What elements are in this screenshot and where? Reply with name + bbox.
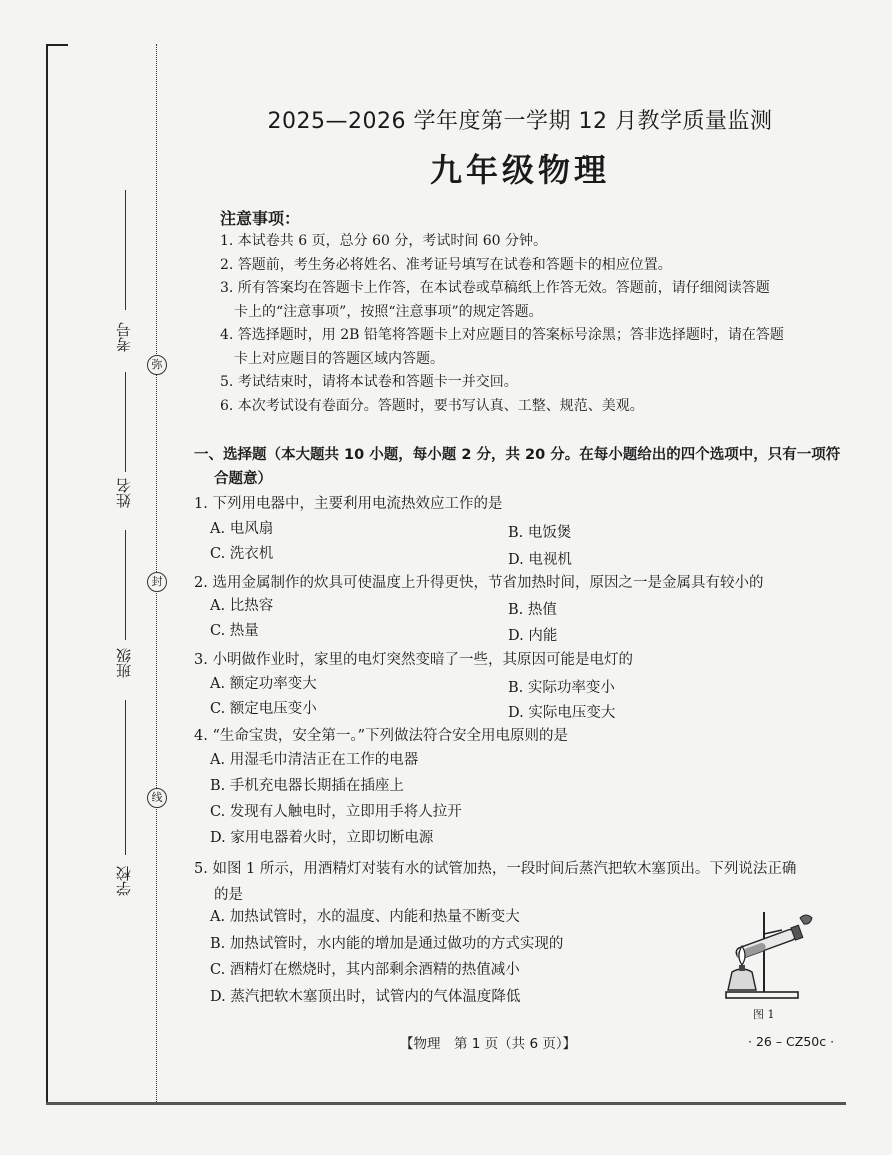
q1-option-a: A. 电风扇 bbox=[210, 521, 274, 537]
school-line[interactable] bbox=[125, 700, 126, 855]
q3-option-d: D. 实际电压变大 bbox=[508, 705, 616, 721]
q3-option-a: A. 额定功率变大 bbox=[210, 676, 317, 692]
section-heading bbox=[194, 443, 841, 491]
figure-1-illustration bbox=[712, 908, 816, 1004]
q5-option-a: A. 加热试管时，水的温度、内能和热量不断变大 bbox=[210, 909, 520, 925]
notice-item: 5. 考试结束时，请将本试卷和答题卡一并交回。 bbox=[220, 374, 518, 390]
q4-option-b: B. 手机充电器长期插在插座上 bbox=[210, 778, 404, 794]
q4-option-c: C. 发现有人触电时，立即用手将人拉开 bbox=[210, 804, 462, 820]
notice-item: 4. 答选择题时，用 2B 铅笔将答题卡上对应题目的答案标号涂黑；答非选择题时，请在答题 bbox=[220, 327, 784, 343]
alcohol-lamp bbox=[728, 969, 756, 990]
side-label-class: 班级 bbox=[115, 648, 133, 678]
notice-heading: 注意事项： bbox=[220, 209, 301, 228]
page-border-left bbox=[46, 44, 48, 1104]
notice-item-continued: 卡上对应题目的答题区域内答题。 bbox=[234, 350, 444, 367]
class-line[interactable] bbox=[125, 530, 126, 640]
flame bbox=[739, 946, 745, 965]
q1-option-c: C. 洗衣机 bbox=[210, 546, 274, 562]
q5-option-b: B. 加热试管时，水内能的增加是通过做功的方式实现的 bbox=[210, 936, 564, 952]
question-3 bbox=[194, 647, 814, 673]
seal-mark-xian: 线 bbox=[147, 788, 167, 808]
notice-item: 2. 答题前，考生务必将姓名、准考证号填写在试卷和答题卡的相应位置。 bbox=[220, 256, 672, 273]
notice-list bbox=[220, 230, 810, 418]
q5-option-d: D. 蒸汽把软木塞顶出时，试管内的气体温度降低 bbox=[210, 989, 521, 1005]
notice-item: 1. 本试卷共 6 页，总分 60 分，考试时间 60 分钟。 bbox=[220, 233, 548, 249]
side-label-exam-number: 考号 bbox=[115, 322, 133, 352]
q5-option-c: C. 酒精灯在燃烧时，其内部剩余酒精的热值减小 bbox=[210, 962, 520, 978]
section-heading-line: 合题意） bbox=[214, 471, 272, 487]
page-footer: 【物理 第 1 页（共 6 页）】 bbox=[400, 1036, 577, 1052]
subject-title: 九年级物理 bbox=[429, 151, 610, 189]
side-label-school: 学校 bbox=[115, 866, 133, 896]
figure-1-caption: 图 1 bbox=[753, 1008, 775, 1021]
seal-mark-mi: 弥 bbox=[147, 355, 167, 375]
question-stem: 2. 选用金属制作的炊具可使温度上升得更快，节省加热时间，原因之一是金属具有较小的 bbox=[194, 575, 764, 591]
name-line[interactable] bbox=[125, 372, 126, 472]
q2-option-c: C. 热量 bbox=[210, 623, 259, 639]
q1-option-d: D. 电视机 bbox=[508, 552, 572, 568]
question-1 bbox=[194, 491, 814, 517]
question-2 bbox=[194, 570, 814, 596]
notice-item: 3. 所有答案均在答题卡上作答，在本试卷或草稿纸上作答无效。答题前，请仔细阅读答题 bbox=[220, 280, 770, 296]
q2-option-d: D. 内能 bbox=[508, 628, 558, 644]
q3-option-c: C. 额定电压变小 bbox=[210, 701, 317, 717]
question-stem: 5. 如图 1 所示，用酒精灯对装有水的试管加热，一段时间后蒸汽把软木塞顶出。下列说法正确 bbox=[194, 861, 797, 877]
page-bottom-rule bbox=[46, 1102, 846, 1105]
exam-code: · 26 – CZ50c · bbox=[748, 1034, 835, 1049]
stand-base bbox=[726, 992, 798, 998]
seal-mark-feng: 封 bbox=[147, 572, 167, 592]
exam-number-line[interactable] bbox=[125, 190, 126, 310]
question-stem: 1. 下列用电器中，主要利用电流热效应工作的是 bbox=[194, 496, 503, 512]
q2-option-b: B. 热值 bbox=[508, 602, 557, 618]
q4-option-a: A. 用湿毛巾清洁正在工作的电器 bbox=[210, 752, 419, 768]
question-stem: 3. 小明做作业时，家里的电灯突然变暗了一些，其原因可能是电灯的 bbox=[194, 652, 633, 668]
question-5 bbox=[194, 856, 814, 908]
cork bbox=[800, 915, 812, 924]
question-stem: 4. “生命宝贵，安全第一。”下列做法符合安全用电原则的是 bbox=[194, 728, 569, 744]
notice-item-continued: 卡上的“注意事项”，按照“注意事项”的规定答题。 bbox=[234, 303, 543, 320]
page-border-corner bbox=[46, 44, 68, 46]
q4-option-d: D. 家用电器着火时，立即切断电源 bbox=[210, 830, 434, 846]
side-label-name: 姓名 bbox=[115, 478, 133, 508]
notice-item: 6. 本次考试设有卷面分。答题时，要书写认真、工整、规范、美观。 bbox=[220, 397, 644, 414]
section-heading-line: 一、选择题（本大题共 10 小题，每小题 2 分，共 20 分。在每小题给出的四个选项中，只有一项符 bbox=[194, 447, 841, 463]
q1-option-b: B. 电饭煲 bbox=[508, 525, 572, 541]
q3-option-b: B. 实际功率变小 bbox=[508, 680, 615, 696]
q2-option-a: A. 比热容 bbox=[210, 598, 274, 614]
question-4 bbox=[194, 723, 814, 749]
question-stem-continued: 的是 bbox=[214, 887, 243, 903]
exam-title: 2025—2026 学年度第一学期 12 月教学质量监测 bbox=[267, 109, 773, 134]
